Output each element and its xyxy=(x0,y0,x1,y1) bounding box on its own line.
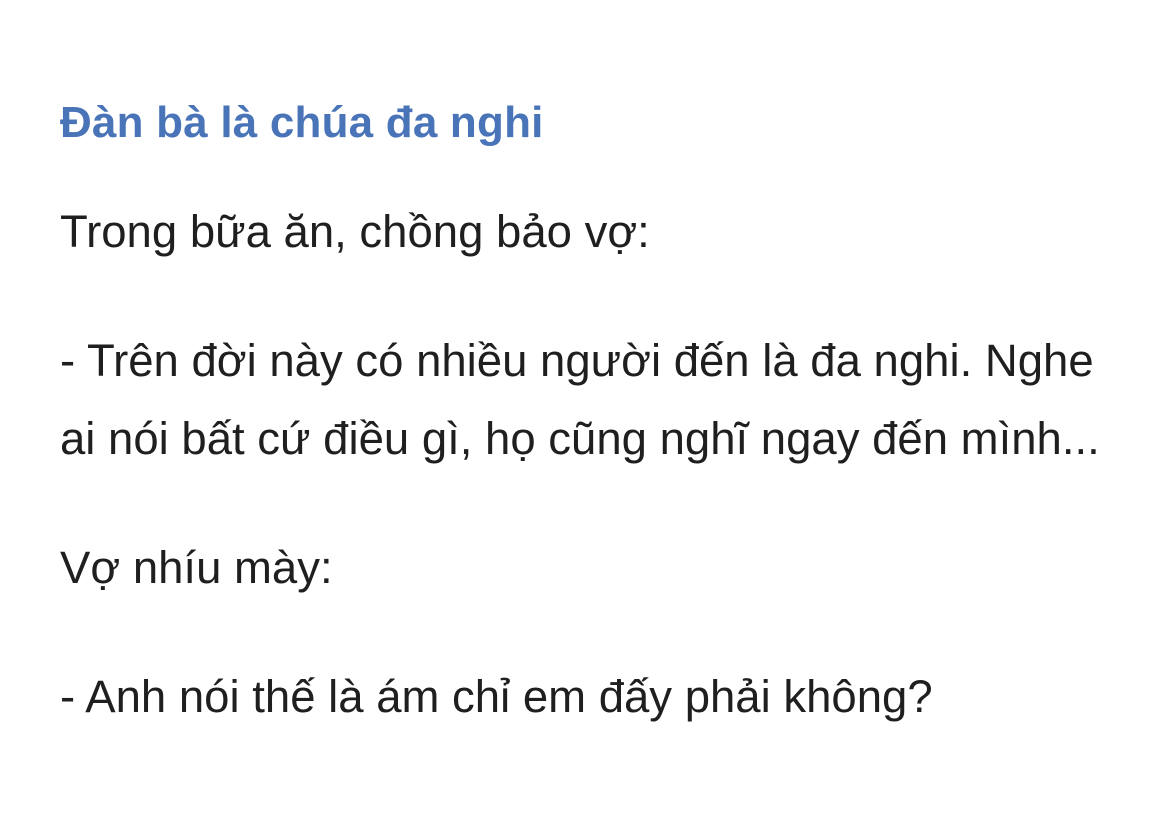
article-paragraph-4: - Anh nói thế là ám chỉ em đấy phải không? xyxy=(60,671,933,722)
article-paragraph-3: Vợ nhíu mày: xyxy=(60,542,333,593)
article xyxy=(60,93,1130,736)
article-title: Đàn bà là chúa đa nghi xyxy=(60,98,544,147)
article-paragraph-2: - Trên đời này có nhiều người đến là đa nghi. Nghe ai nói bất cứ điều gì, họ cũng nghĩ ngay đến mình... xyxy=(60,335,1100,464)
article-paragraph-1: Trong bữa ăn, chồng bảo vợ: xyxy=(60,206,650,257)
